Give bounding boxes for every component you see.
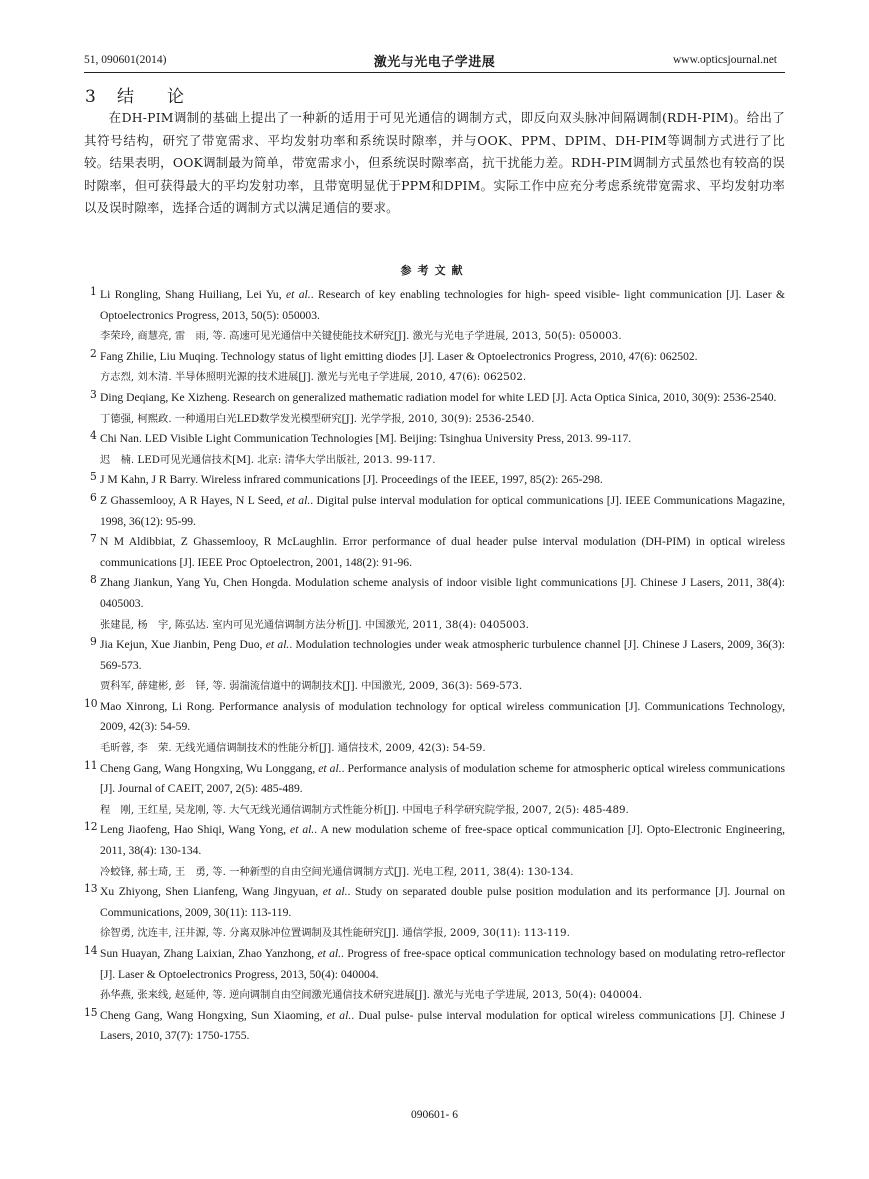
reference-chinese: 毛昕蓉, 李 荣. 无线光通信调制技术的性能分析[J]. 通信技术, 2009, 42(3): 54-59.	[100, 742, 486, 755]
reference-english-text: Leng Jiaofeng, Hao Shiqi, Wang Yong,	[100, 823, 291, 837]
reference-chinese: 贾科军, 薛建彬, 彭 铎, 等. 弱湍流信道中的调制技术[J]. 中国激光, 2009, 36(3): 569-573.	[100, 680, 523, 693]
reference-english	[100, 697, 785, 738]
reference-number: 11	[84, 758, 98, 772]
journal-issue: 51, 090601(2014)	[84, 54, 167, 66]
reference-english	[100, 388, 785, 409]
reference-item	[84, 388, 785, 429]
reference-english	[100, 470, 785, 491]
reference-item	[84, 573, 785, 635]
reference-chinese: 丁德强, 柯熙政. 一种通用白光LED数学发光模型研究[J]. 光学学报, 2010, 30(9): 2536-2540.	[100, 412, 535, 425]
reference-item	[84, 429, 785, 470]
reference-item	[84, 470, 785, 491]
reference-english-text: Sun Huayan, Zhang Laixian, Zhao Yanzhong,	[100, 947, 318, 960]
reference-english-text-cont: . Dual pulse- pulse interval modulation for optical wireless communications [J]. Chinese J Lasers, 2010, 37(7): 1750-1755.	[100, 1008, 785, 1043]
reference-english-text-cont: . Modulation technologies under weak atmospheric turbulence channel [J]. Chinese J Lasers, 2009, 36(3): 569-573.	[100, 638, 785, 672]
reference-english	[100, 532, 785, 573]
reference-english-text-cont: . Performance analysis of modulation scheme for atmospheric optical wireless communications [J]. Journal of CAEIT, 2007, 2(5): 485-489.	[100, 761, 786, 796]
reference-english-text: Xu Zhiyong, Shen Lianfeng, Wang Jingyuan,	[100, 885, 323, 899]
reference-english	[100, 944, 785, 985]
reference-number: 9	[90, 635, 97, 649]
page-number: 090601- 6	[411, 1109, 458, 1121]
reference-english	[100, 573, 785, 614]
journal-website: www.opticsjournal.net	[672, 54, 777, 66]
reference-number: 7	[90, 532, 97, 546]
reference-number: 4	[90, 429, 97, 443]
reference-number: 12	[84, 820, 98, 834]
reference-english-text: Mao Xinrong, Li Rong. Performance analysis of modulation technology for optical wireless communication [J]. Communications Technology, 2009, 42(3): 54-59.	[100, 699, 785, 734]
reference-english	[100, 635, 785, 676]
reference-english-text: Z Ghassemlooy, A R Hayes, N L Seed,	[100, 493, 287, 507]
reference-english-text: Chi Nan. LED Visible Light Communication Technologies [M]. Beijing: Tsinghua University Press, 2013. 99-117.	[100, 432, 632, 446]
reference-english-text-cont: . Research of key enabling technologies for high- speed visible- light communication [J]. Laser & Optoelectronics Progress, 2013, 50(5): 050003.	[100, 288, 785, 322]
reference-item	[84, 820, 785, 882]
reference-etal: et al.	[265, 638, 290, 652]
reference-english	[100, 285, 785, 326]
reference-english	[100, 1006, 785, 1047]
reference-chinese: 李荣玲, 商慧亮, 雷 雨, 等. 高速可见光通信中关键使能技术研究[J]. 激光与光电子学进展, 2013, 50(5): 050003.	[100, 330, 622, 343]
reference-english-text: Fang Zhilie, Liu Muqing. Technology status of light emitting diodes [J]. Laser & Optoelectronics Progress, 2010, 47(6): 062502.	[100, 349, 698, 363]
reference-etal: et al.	[286, 288, 311, 301]
reference-english-text: Li Rongling, Shang Huiliang, Lei Yu,	[100, 288, 286, 301]
reference-number: 14	[84, 944, 98, 957]
reference-english-text-cont: . A new modulation scheme of free-space optical communication [J]. Opto-Electronic Engineering, 2011, 38(4): 130-134.	[100, 823, 786, 858]
reference-number: 15	[84, 1005, 98, 1019]
reference-list	[84, 285, 785, 1047]
reference-english-text: J M Kahn, J R Barry. Wireless infrared communications [J]. Proceedings of the IEEE, 1997, 85(2): 265-298.	[100, 473, 603, 487]
reference-english	[100, 820, 785, 861]
reference-item	[84, 1006, 785, 1047]
section-title-char-2: 论	[167, 87, 185, 107]
reference-number: 13	[84, 882, 98, 896]
reference-item	[84, 347, 785, 388]
reference-number: 8	[90, 573, 97, 587]
section-title-char-1: 结	[117, 87, 135, 107]
reference-english-text: Ding Deqiang, Ke Xizheng. Research on generalized mathematic radiation model for white LED [J]. Acta Optica Sinica, 2010, 30(9): 2536-2540.	[100, 390, 777, 404]
reference-item	[84, 697, 785, 759]
conclusion-paragraph: 在DH-PIM调制的基础上提出了一种新的适用于可见光通信的调制方式，即反向双头脉冲间隔调制(RDH-PIM)。给出了其符号结构，研究了带宽需求、平均发射功率和系统误时隙率，并与OOK、PPM、DPIM、DH-PIM等调制方式进行了比较。结果表明，OOK调制最为简单，带宽需求小，但系统误时隙率高，抗干扰能力差。RDH-PIM调制方式虽然也有较高的误时隙率，但可获得最大的平均发射功率，且带宽明显优于PPM和DPIM。实际工作中应充分考虑系统带宽需求、平均发射功率以及误时隙率，选择合适的调制方式以满足通信的要求。	[84, 110, 785, 215]
reference-item	[84, 759, 785, 821]
reference-english-text-cont: . Digital pulse interval modulation for optical communications [J]. IEEE Communications Magazine, 1998, 36(12): 95-99.	[100, 493, 785, 528]
reference-chinese: 孙华燕, 张来线, 赵延仲, 等. 逆向调制自由空间激光通信技术研究进展[J]. 激光与光电子学进展, 2013, 50(4): 040004.	[100, 989, 643, 1002]
reference-english	[100, 759, 785, 800]
reference-item	[84, 882, 785, 944]
running-header	[84, 50, 785, 73]
reference-chinese: 冷蛟锋, 郝士琦, 王 勇, 等. 一种新型的自由空间光通信调制方式[J]. 光电工程, 2011, 38(4): 130-134.	[100, 865, 574, 878]
reference-number: 3	[90, 387, 97, 401]
reference-english-text: Cheng Gang, Wang Hongxing, Wu Longgang,	[100, 761, 319, 775]
reference-item	[84, 635, 785, 697]
references-heading: 参考文献	[400, 264, 469, 277]
section-heading	[85, 82, 185, 107]
reference-etal: et al.	[318, 761, 342, 775]
reference-chinese: 徐智勇, 沈连丰, 汪井源, 等. 分离双脉冲位置调制及其性能研究[J]. 通信学报, 2009, 30(11): 113-119.	[100, 927, 570, 940]
reference-etal: et al.	[290, 823, 315, 837]
reference-chinese: 方志烈, 刘木清. 半导体照明光源的技术进展[J]. 激光与光电子学进展, 2010, 47(6): 062502.	[100, 371, 527, 384]
reference-etal: et al.	[322, 885, 348, 899]
section-number: 3	[85, 87, 97, 107]
reference-english-text: Cheng Gang, Wang Hongxing, Sun Xiaoming,	[100, 1008, 327, 1022]
reference-etal: et al.	[326, 1008, 352, 1022]
reference-item	[84, 944, 785, 1006]
reference-number: 10	[84, 696, 98, 710]
reference-item	[84, 491, 785, 532]
reference-number: 6	[90, 490, 97, 504]
reference-english-text-cont: . Study on separated double pulse position modulation and its performance [J]. Journal on Communications, 2009, 30(11): 113-119.	[100, 885, 785, 919]
reference-etal: et al.	[286, 493, 311, 507]
reference-chinese: 程 刚, 王红星, 吴龙刚, 等. 大气无线光通信调制方式性能分析[J]. 中国电子科学研究院学报, 2007, 2(5): 485-489.	[100, 803, 629, 816]
reference-english	[100, 429, 785, 450]
reference-english	[100, 882, 785, 923]
reference-english	[100, 347, 785, 368]
reference-etal: et al.	[317, 947, 342, 960]
reference-item	[84, 532, 785, 573]
reference-english-text: Jia Kejun, Xue Jianbin, Peng Duo,	[100, 638, 266, 652]
reference-number: 2	[90, 346, 97, 360]
journal-title: 激光与光电子学进展	[373, 55, 496, 70]
reference-english-text: N M Aldibbiat, Z Ghassemlooy, R McLaughlin. Error performance of dual header pulse interval modulation (DH-PIM) in optical wireless communications [J]. IEEE Proc Optoelectron, 2001, 148(2): 91-96.	[100, 535, 785, 569]
reference-english	[100, 491, 785, 532]
reference-english-text: Zhang Jiankun, Yang Yu, Chen Hongda. Modulation scheme analysis of indoor visible light communications [J]. Chinese J Lasers, 2011, 38(4): 0405003.	[100, 576, 785, 610]
reference-item	[84, 285, 785, 347]
reference-chinese: 迟 楠. LED可见光通信技术[M]. 北京: 清华大学出版社, 2013. 99-117.	[100, 453, 436, 466]
reference-number: 5	[90, 470, 97, 484]
reference-english-text-cont: . Progress of free-space optical communication technology based on modulating retro-reflector [J]. Laser & Optoelectronics Progress, 2013, 50(4): 040004.	[100, 947, 785, 981]
reference-number: 1	[90, 285, 97, 298]
reference-chinese: 张建昆, 杨 宇, 陈弘达. 室内可见光通信调制方法分析[J]. 中国激光, 2011, 38(4): 0405003.	[100, 618, 529, 631]
